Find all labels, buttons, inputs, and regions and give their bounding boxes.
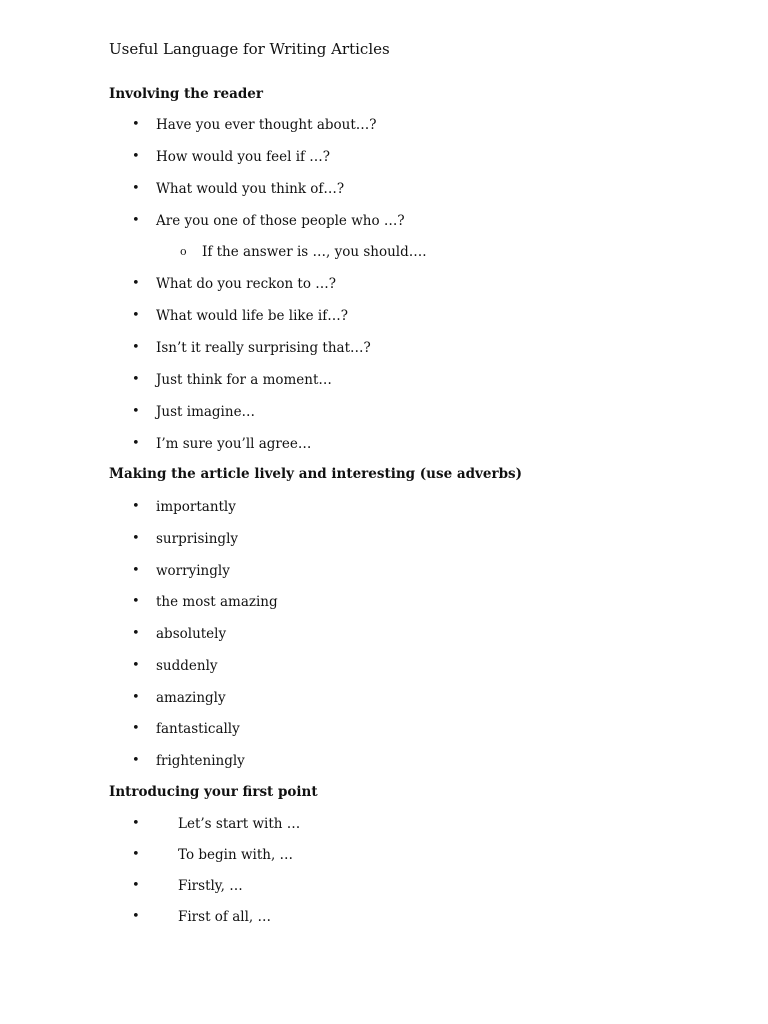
bullet-icon: • — [132, 658, 140, 673]
bullet-icon: • — [132, 181, 140, 196]
bullet-icon: • — [132, 909, 140, 924]
list-item: First of all, … — [178, 909, 271, 925]
bullet-icon: • — [132, 690, 140, 705]
section-heading-lively-interesting: Making the article lively and interesting (use adverbs) — [109, 466, 523, 482]
bullet-icon: • — [132, 372, 140, 387]
bullet-icon: • — [132, 499, 140, 514]
bullet-icon: • — [132, 626, 140, 641]
bullet-icon: • — [132, 563, 140, 578]
bullet-icon: • — [132, 847, 140, 862]
bullet-icon: • — [132, 436, 140, 451]
bullet-icon: • — [132, 117, 140, 132]
list-item: amazingly — [156, 690, 226, 706]
bullet-icon: • — [132, 878, 140, 893]
bullet-icon: • — [132, 308, 140, 323]
sub-list-item: If the answer is …, you should…. — [202, 244, 427, 260]
bullet-icon: • — [132, 404, 140, 419]
list-item: absolutely — [156, 626, 227, 642]
list-item: frighteningly — [156, 753, 245, 769]
list-item: I’m sure you’ll agree… — [156, 436, 312, 452]
list-item: Firstly, … — [178, 878, 243, 894]
bullet-icon: • — [132, 149, 140, 164]
list-item: To begin with, … — [178, 847, 294, 863]
list-item: What do you reckon to …? — [156, 276, 337, 292]
bullet-icon: • — [132, 213, 140, 228]
section-heading-first-point: Introducing your first point — [109, 784, 318, 800]
bullet-icon: • — [132, 721, 140, 736]
bullet-icon: • — [132, 531, 140, 546]
bullet-icon: • — [132, 594, 140, 609]
bullet-icon: • — [132, 340, 140, 355]
list-item: surprisingly — [156, 531, 239, 547]
bullet-icon: • — [132, 276, 140, 291]
sub-bullet-icon: o — [180, 245, 187, 258]
bullet-icon: • — [132, 753, 140, 768]
list-item: What would life be like if…? — [156, 308, 348, 324]
section-heading-involving-reader: Involving the reader — [109, 86, 263, 102]
list-item: Are you one of those people who …? — [156, 213, 405, 229]
list-item: Just imagine… — [156, 404, 256, 420]
document-title: Useful Language for Writing Articles — [109, 40, 390, 58]
bullet-icon: • — [132, 816, 140, 831]
list-item: fantastically — [156, 721, 240, 737]
list-item: suddenly — [156, 658, 218, 674]
list-item: worryingly — [156, 563, 230, 579]
list-item: Let’s start with … — [178, 816, 301, 832]
list-item: the most amazing — [156, 594, 278, 610]
list-item: Isn’t it really surprising that…? — [156, 340, 371, 356]
list-item: What would you think of…? — [156, 181, 345, 197]
list-item: Have you ever thought about…? — [156, 117, 377, 133]
list-item: importantly — [156, 499, 236, 515]
list-item: Just think for a moment… — [156, 372, 332, 388]
list-item: How would you feel if …? — [156, 149, 331, 165]
